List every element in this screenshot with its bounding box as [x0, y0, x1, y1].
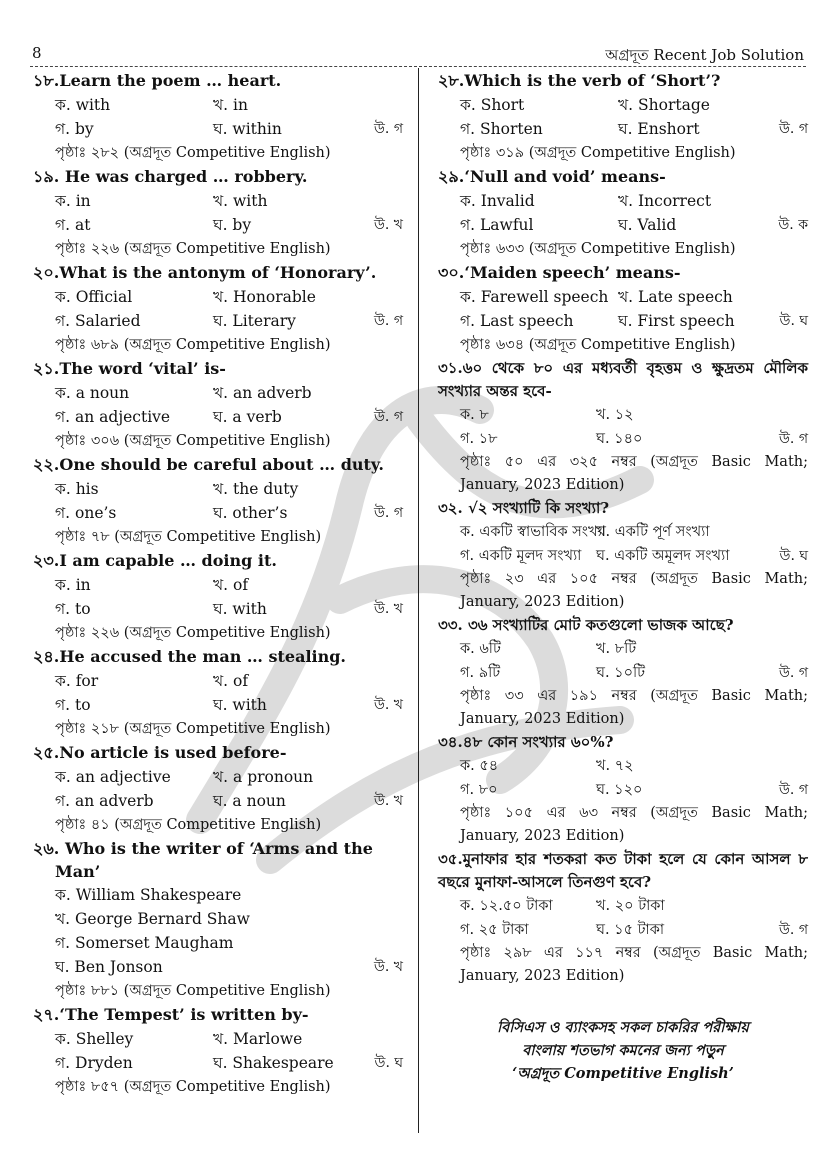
question-block — [33, 69, 403, 165]
option: খ. ২০ টাকা — [596, 898, 665, 914]
answer: উ. গ — [374, 409, 403, 425]
option: ক. a noun — [55, 384, 130, 402]
option-row — [438, 520, 808, 544]
question-text: ২৯.‘Null and void’ means- — [438, 167, 666, 186]
promo-line2: বাংলায় শতভাগ কমনের জন্য পড়ুন — [522, 1042, 724, 1059]
option-row — [33, 477, 403, 501]
option: গ. by — [55, 120, 94, 138]
option: ক. Official — [55, 288, 133, 306]
option-row — [33, 117, 403, 141]
source-ref: পৃষ্ঠাঃ ২৮২ (অগ্রদূত Competitive English) — [55, 145, 331, 161]
option: ক. Shelley — [55, 1030, 134, 1048]
option-row — [33, 693, 403, 717]
option: গ. ১৮ — [460, 431, 498, 447]
question-text — [33, 837, 403, 883]
question-block — [33, 165, 403, 261]
answer: উ. ঘ — [779, 548, 808, 564]
option-row — [33, 93, 403, 117]
option: গ. Last speech — [460, 312, 574, 330]
option: ঘ. Enshort — [618, 120, 700, 138]
question-text: ৩০.‘Maiden speech’ means- — [438, 263, 681, 282]
option-row — [438, 403, 808, 427]
option: ক. William Shakespeare — [55, 886, 242, 904]
source-ref: পৃষ্ঠাঃ ৩১৯ (অগ্রদূত Competitive English) — [460, 145, 736, 161]
option: খ. Shortage — [618, 96, 710, 114]
question-block — [438, 614, 808, 731]
option-row — [438, 661, 808, 685]
answer: উ. গ — [779, 665, 808, 681]
option: ঘ. Literary — [213, 312, 296, 330]
option: খ. George Bernard Shaw — [55, 910, 250, 928]
answer: উ. গ — [779, 121, 808, 137]
option: খ. the duty — [213, 480, 299, 498]
question-block — [438, 848, 808, 988]
source-ref: পৃষ্ঠাঃ ৫০ এর ৩২৫ নম্বর (অগ্রদূত Basic Math; January, 2023 Edition) — [460, 454, 808, 493]
option: ঘ. ১৪০ — [596, 431, 643, 447]
question-text: ২৫.No article is used before- — [33, 743, 287, 762]
question-text: ২২.One should be careful about … duty. — [33, 455, 384, 474]
source-ref: পৃষ্ঠাঃ ৬৩৪ (অগ্রদূত Competitive English) — [460, 337, 736, 353]
answer: উ. গ — [374, 121, 403, 137]
question-text: ৩৫.মুনাফার হার শতকরা কত টাকা হলে যে কোন আসল ৮ বছরে মুনাফা-আসলে তিনগুণ হবে? — [438, 850, 808, 891]
source-ref: পৃষ্ঠাঃ ২৩ এর ১০৫ নম্বর (অগ্রদূত Basic Math; January, 2023 Edition) — [460, 571, 808, 610]
question-text: ২০.What is the antonym of ‘Honorary’. — [33, 263, 377, 282]
source-ref: পৃষ্ঠাঃ ৬৩৩ (অগ্রদূত Competitive English) — [460, 241, 736, 257]
question-block — [438, 357, 808, 497]
question-block — [438, 731, 808, 848]
option: খ. একটি পূর্ণ সংখ্যা — [596, 524, 710, 540]
source-ref: পৃষ্ঠাঃ ২৯৮ এর ১১৭ নম্বর (অগ্রদূত Basic Math; January, 2023 Edition) — [460, 945, 808, 984]
math-question-list — [438, 357, 808, 988]
option-row — [438, 778, 808, 802]
question-block — [438, 261, 808, 357]
source-ref: পৃষ্ঠাঃ ৪১ (অগ্রদূত Competitive English) — [55, 817, 322, 833]
option: গ. একটি মূলদ সংখ্যা — [460, 548, 582, 564]
option: খ. with — [213, 192, 268, 210]
option-row — [33, 1027, 403, 1051]
answer: উ. গ — [779, 782, 808, 798]
option: ক. ১২.৫০ টাকা — [460, 898, 553, 914]
option: ঘ. ১৫ টাকা — [596, 922, 665, 938]
option: গ. an adverb — [55, 792, 154, 810]
promo-line1: বিসিএস ও ব্যাংকসহ সকল চাকরির পরীক্ষায় — [497, 1019, 749, 1036]
column-divider — [418, 68, 419, 1133]
question-block — [438, 69, 808, 165]
right-column — [438, 69, 808, 988]
option: ক. Short — [460, 96, 525, 114]
option: খ. an adverb — [213, 384, 312, 402]
option-row — [438, 309, 808, 333]
question-block — [33, 357, 403, 453]
question-text: ১৯. He was charged … robbery. — [33, 167, 308, 186]
question-block — [33, 741, 403, 837]
option: ক. for — [55, 672, 99, 690]
left-question-list — [33, 69, 403, 837]
option: গ. to — [55, 696, 91, 714]
answer: উ. ঘ — [779, 313, 808, 329]
option: গ. Shorten — [460, 120, 543, 138]
option: ঘ. একটি অমূলদ সংখ্যা — [596, 548, 730, 564]
option: ঘ. ১২০ — [596, 782, 643, 798]
option-row — [33, 597, 403, 621]
option: গ. Salaried — [55, 312, 141, 330]
question-text: ২৮.Which is the verb of ‘Short’? — [438, 71, 721, 90]
option: ঘ. Shakespeare — [213, 1054, 334, 1072]
option: ক. একটি স্বাভাবিক সংখ্যা — [460, 524, 606, 540]
answer: উ. ঘ — [374, 1055, 403, 1071]
question-27 — [33, 1003, 403, 1099]
question-26 — [33, 837, 403, 1003]
option — [33, 955, 403, 979]
option-row — [438, 894, 808, 918]
answer: উ. গ — [779, 922, 808, 938]
option-row — [33, 1051, 403, 1075]
option-row — [438, 427, 808, 451]
option: গ. an adjective — [55, 408, 171, 426]
option: খ. a pronoun — [213, 768, 314, 786]
question-block — [33, 261, 403, 357]
question-text: ৩৩. ৩৬ সংখ্যাটির মোট কতগুলো ভাজক আছে? — [438, 616, 734, 634]
answer: উ. খ — [374, 601, 403, 617]
question-text-line2: Man’ — [55, 862, 101, 881]
option: ঘ. First speech — [618, 312, 735, 330]
source-ref: পৃষ্ঠাঃ ২২৬ (অগ্রদূত Competitive English) — [55, 241, 331, 257]
option: গ. Dryden — [55, 1054, 133, 1072]
option: ক. Invalid — [460, 192, 535, 210]
option-row — [438, 637, 808, 661]
answer: উ. খ — [374, 959, 403, 975]
option: ঘ. other’s — [213, 504, 288, 522]
answer: উ. গ — [779, 431, 808, 447]
question-text: ৩১.৬০ থেকে ৮০ এর মধ্যবর্তী বৃহত্তম ও ক্ষুদ্রতম মৌলিক সংখ্যার অন্তর হবে- — [438, 359, 808, 400]
option-row — [33, 789, 403, 813]
option: গ. at — [55, 216, 91, 234]
source-ref: পৃষ্ঠাঃ ২১৮ (অগ্রদূত Competitive English) — [55, 721, 331, 737]
running-title: অগ্রদূত Recent Job Solution — [605, 46, 804, 64]
question-text: ২৭.‘The Tempest’ is written by- — [33, 1005, 309, 1024]
option: ঘ. Valid — [618, 216, 677, 234]
option: ক. an adjective — [55, 768, 171, 786]
question-block — [33, 453, 403, 549]
option: খ. ৮টি — [596, 641, 637, 657]
option: ঘ. ১০টি — [596, 665, 646, 681]
answer: উ. খ — [374, 793, 403, 809]
option: খ. ১২ — [596, 407, 634, 423]
option: খ. of — [213, 576, 249, 594]
option-row — [438, 754, 808, 778]
page-number: 8 — [32, 44, 42, 62]
option-row — [438, 189, 808, 213]
option: গ. ৯টি — [460, 665, 501, 681]
option: গ. one’s — [55, 504, 117, 522]
question-text-line1: ২৬. Who is the writer of ‘Arms and the — [33, 839, 373, 858]
question-block — [438, 497, 808, 614]
option: ক. ৮ — [460, 407, 489, 423]
source-ref: পৃষ্ঠাঃ ৩৩ এর ১৯১ নম্বর (অগ্রদূত Basic Math; January, 2023 Edition) — [460, 688, 808, 727]
option-row — [33, 309, 403, 333]
source-ref: পৃষ্ঠাঃ ২২৬ (অগ্রদূত Competitive English) — [55, 625, 331, 641]
answer: উ. খ — [374, 217, 403, 233]
option: ঘ. within — [213, 120, 282, 138]
source-ref: পৃষ্ঠাঃ ৭৮ (অগ্রদূত Competitive English) — [55, 529, 322, 545]
option: খ. in — [213, 96, 248, 114]
question-text: ৩২. √২ সংখ্যাটি কি সংখ্যা? — [438, 499, 610, 517]
option-row — [438, 117, 808, 141]
header-divider — [30, 66, 806, 67]
option-row — [33, 189, 403, 213]
question-text: ২৩.I am capable … doing it. — [33, 551, 277, 570]
option-row — [33, 381, 403, 405]
option: ঘ. a noun — [213, 792, 286, 810]
option: ঘ. with — [213, 696, 267, 714]
question-text: ৩৪.৪৮ কোন সংখ্যার ৬০%? — [438, 733, 614, 751]
option: খ. Late speech — [618, 288, 733, 306]
option: খ. Incorrect — [618, 192, 712, 210]
option-row — [438, 544, 808, 568]
question-block — [33, 549, 403, 645]
source-ref: পৃষ্ঠাঃ ৩০৬ (অগ্রদূত Competitive English) — [55, 433, 331, 449]
answer: উ. গ — [374, 505, 403, 521]
option-row — [33, 213, 403, 237]
option-row — [33, 573, 403, 597]
answer: উ. খ — [374, 697, 403, 713]
promo-line3: ‘অগ্রদূত Competitive English’ — [512, 1065, 734, 1082]
option-text: ঘ. Ben Jonson — [55, 958, 163, 976]
source-ref: পৃষ্ঠাঃ ১০৫ এর ৬৩ নম্বর (অগ্রদূত Basic Math; January, 2023 Edition) — [460, 805, 808, 844]
source-ref: পৃষ্ঠাঃ ৮৮১ (অগ্রদূত Competitive English) — [55, 983, 331, 999]
option-row — [33, 669, 403, 693]
option: গ. Somerset Maugham — [55, 934, 234, 952]
question-text: ২১.The word ‘vital’ is- — [33, 359, 226, 378]
option-row — [438, 918, 808, 942]
left-column — [33, 69, 403, 1099]
option: ক. his — [55, 480, 99, 498]
option: ক. ৫৪ — [460, 758, 499, 774]
option: গ. ২৫ টাকা — [460, 922, 529, 938]
option: খ. Honorable — [213, 288, 316, 306]
option: ক. ৬টি — [460, 641, 501, 657]
option: খ. ৭২ — [596, 758, 634, 774]
question-text: ২৪.He accused the man … stealing. — [33, 647, 346, 666]
option: ক. with — [55, 96, 111, 114]
question-block — [438, 165, 808, 261]
option: ক. Farewell speech — [460, 288, 609, 306]
option: ঘ. a verb — [213, 408, 282, 426]
source-ref: পৃষ্ঠাঃ ৬৮৯ (অগ্রদূত Competitive English) — [55, 337, 331, 353]
question-text: ১৮.Learn the poem … heart. — [33, 71, 282, 90]
option: ঘ. with — [213, 600, 267, 618]
option-row — [33, 765, 403, 789]
option: ক. in — [55, 192, 91, 210]
option: গ. ৮০ — [460, 782, 498, 798]
answer: উ. ক — [778, 217, 808, 233]
option: গ. Lawful — [460, 216, 534, 234]
option: ক. in — [55, 576, 91, 594]
question-block — [33, 645, 403, 741]
answer: উ. গ — [374, 313, 403, 329]
option: খ. of — [213, 672, 249, 690]
option: খ. Marlowe — [213, 1030, 303, 1048]
option-row — [438, 213, 808, 237]
source-ref: পৃষ্ঠাঃ ৮৫৭ (অগ্রদূত Competitive English) — [55, 1079, 331, 1095]
option-row — [33, 405, 403, 429]
option-row — [438, 93, 808, 117]
promo-text — [438, 1016, 808, 1085]
right-question-list — [438, 69, 808, 357]
option: ঘ. by — [213, 216, 252, 234]
option-row — [438, 285, 808, 309]
option-row — [33, 501, 403, 525]
option: গ. to — [55, 600, 91, 618]
option-row — [33, 285, 403, 309]
